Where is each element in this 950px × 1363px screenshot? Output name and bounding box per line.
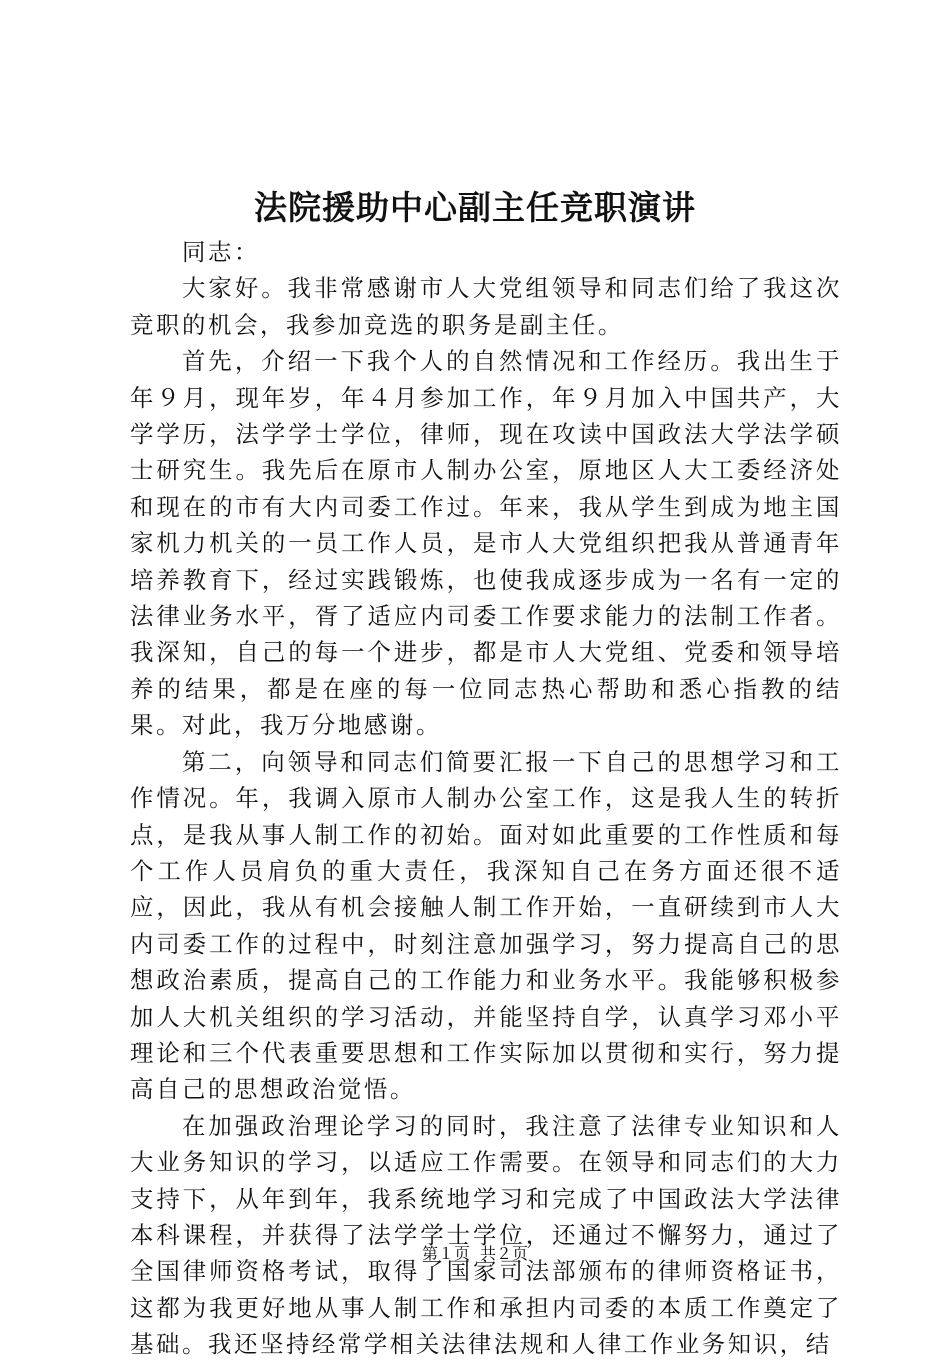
page-number: 第１页 <box>421 1244 470 1263</box>
paragraph-2: 首先，介绍一下我个人的自然情况和工作经历。我出生于年９月，现年岁，年４月参加工作，年９月加入中国共产，大学学历，法学学士学位，律师，现在攻读中国政法大学法学硕士研究生。我先后在原市人制办公室，原地区人大工委经济处和现在的市有大内司委工作过。年来，我从学生到成为地主国家机力机关的一员工作人员，是市人大党组织把我从普通青年培养教育下，经过实践锻炼，也使我成逐步成为一名有一定的法律业务水平，胥了适应内司委工作要求能力的法制工作者。我深知，自己的每一个进步，都是市人大党组、党委和领导培养的结果，都是在座的每一位同志热心帮助和悉心指教的结果。对此，我万分地感谢。 <box>130 347 842 740</box>
paragraph-3: 第二，向领导和同志们简要汇报一下自己的思想学习和工作情况。年，我调入原市人制办公室工作，这是我人生的转折点，是我从事人制工作的初始。面对如此重要的工作性质和每个工作人员肩负的重大责任，我深知自己在务方面还很不适应，因此，我从有机会接触人制工作开始，一直研续到市人大内司委工作的过程中，时刻注意加强学习，努力提高自己的思想政治素质，提高自己的工作能力和业务水平。我能够积极参加人大机关组织的学习活动，并能坚持自学，认真学习邓小平理论和三个代表重要思想和工作实际加以贯彻和实行，努力提高自己的思想政治觉悟。 <box>130 747 842 1104</box>
salutation: 同志： <box>182 238 260 266</box>
page-footer <box>0 1242 950 1266</box>
paragraph-1: 大家好。我非常感谢市人大党组领导和同志们给了我这次竞职的机会，我参加竞选的职务是副主任。 <box>130 274 842 339</box>
page-total: 共２页 <box>480 1244 529 1263</box>
document-title: 法院援助中心副主任竞职演讲 <box>254 188 696 227</box>
document-body <box>130 234 842 1363</box>
paragraph-4: 在加强政治理论学习的同时，我注意了法律专业知识和人大业务知识的学习，以适应工作需要。在领导和同志们的大力支持下，从年到年，我系统地学习和完成了中国政法大学法律本科课程，并获得了法学学士学位，还通过不懈努力，通过了全国律师资格考试，取得了国家司法部颁布的律师资格证书，这都为我更好地从事人制工作和承担内司委的本质工作奠定了基础。我还坚持经常学相关法律法规和人律工作业务知识，结 <box>130 1111 842 1359</box>
